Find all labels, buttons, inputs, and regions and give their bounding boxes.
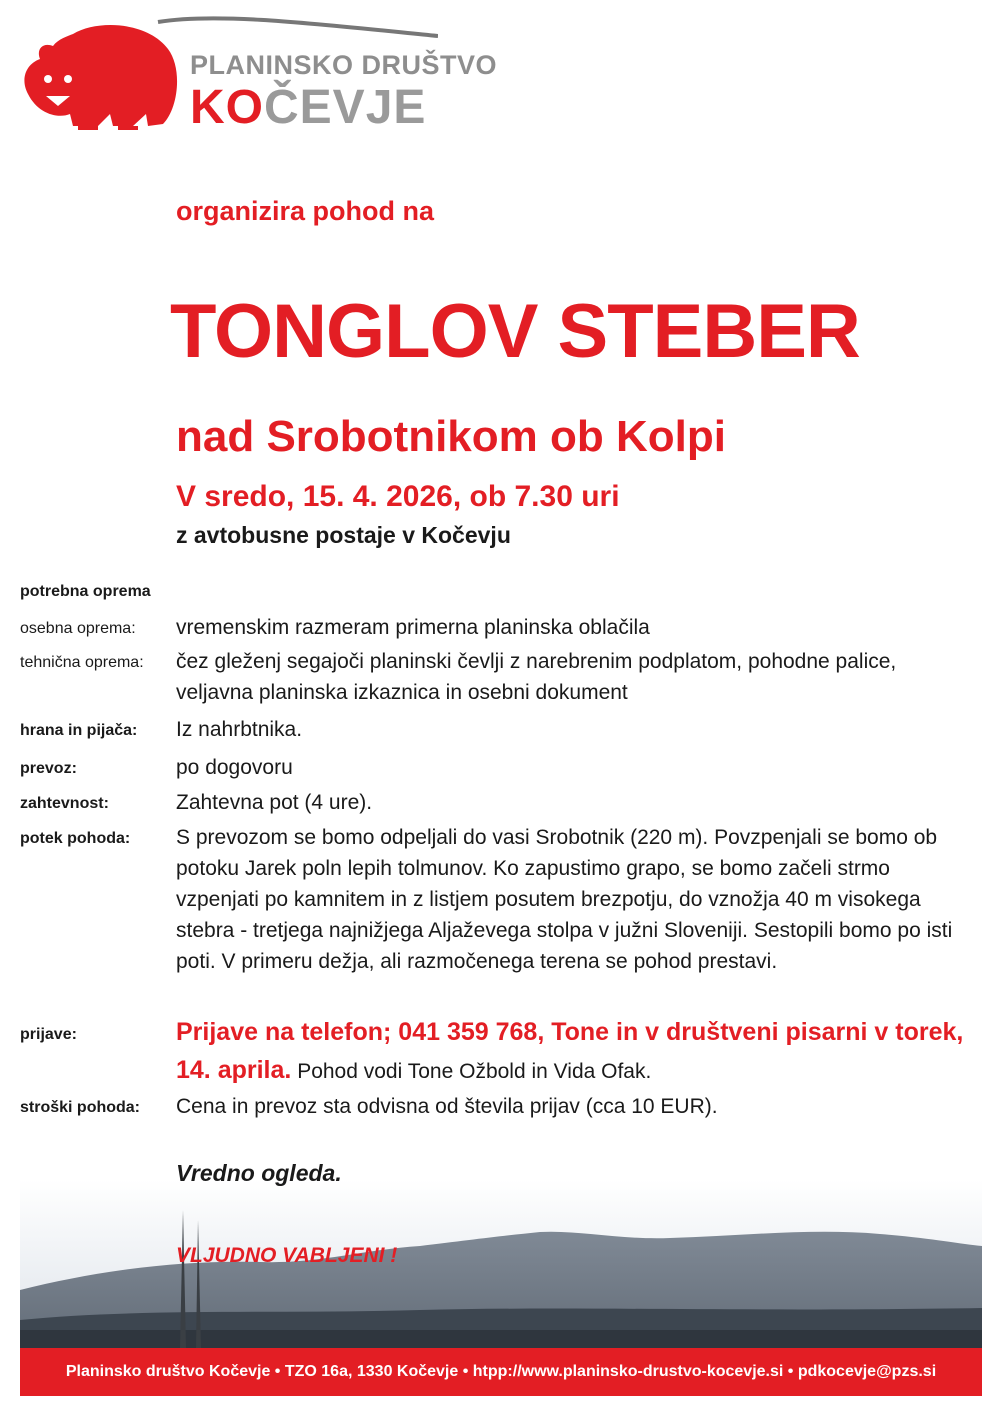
org-name-red-part: KO [190,81,264,134]
transport-label: prevoz: [20,760,77,777]
signup-label: prijave: [20,1026,77,1043]
org-name-line2 [190,80,426,135]
org-name-gray-part: ČEVJE [264,81,427,134]
technical-equipment-value: čez gleženj segajoči planinski čevlji z narebrenim podplatom, pohodne palice, veljavna planinska izkaznica in osebni dokument [176,650,897,704]
difficulty-value: Zahtevna pot (4 ure). [176,791,373,814]
route-label: potek pohoda: [20,830,131,847]
event-title: TONGLOV STEBER [170,289,860,374]
worth-visiting-text: Vredno ogleda. [176,1160,342,1186]
signup-phone-text: Prijave na telefon; 041 359 768, Tone in v društveni pisarni v torek, 14. aprila. [176,1018,964,1084]
route-value: S prevozom se bomo odpeljali do vasi Srobotnik (220 m). Povzpenjali se bomo ob potoku Jarek poln lepih tolmunov. Ko zapustimo grapo, se bomo začeli strmo vzpenjati po kamnitem in z listjem posutem brezpotju, do vznožja 40 m visokega stebra - tretjega najnižjega Aljaževega stolpa v južni Sloveniji. Sestopili bomo po isti poti. V primeru dežja, ali razmočenega terena se pohod prestavi. [176,826,953,973]
footer-contact-bar: Planinsko društvo Kočevje • TZO 16a, 1330 Kočevje • htpp://www.planinsko-drustvo-kocevje.si • pdkocevje@pzs.si [20,1348,982,1396]
difficulty-label: zahtevnost: [20,795,109,812]
welcome-text: VLJUDNO VABLJENI ! [176,1244,398,1267]
food-label: hrana in pijača: [20,722,138,739]
transport-value: po dogovoru [176,756,293,779]
food-value: Iz nahrbtnika. [176,718,303,741]
cost-label: stroški pohoda: [20,1099,141,1116]
event-meeting-point: z avtobusne postaje v Kočevju [176,522,511,548]
personal-equipment-value: vremenskim razmeram primerna planinska oblačila [176,616,650,639]
signup-value [176,1014,976,1090]
event-date: V sredo, 15. 4. 2026, ob 7.30 uri [176,480,620,513]
personal-equipment-label: osebna oprema: [20,620,136,637]
technical-equipment-label: tehnična oprema: [20,654,144,671]
equipment-heading: potrebna oprema [20,583,151,600]
cost-value: Cena in prevoz sta odvisna od števila prijav (cca 10 EUR). [176,1095,718,1118]
event-location: nad Srobotnikom ob Kolpi [176,412,726,461]
signup-leaders-text: Pohod vodi Tone Ožbold in Vida Ofak. [291,1060,652,1083]
org-name-line1: PLANINSKO DRUŠTVO [190,50,498,80]
mountain-landscape-image [20,1180,982,1348]
event-subtitle: organizira pohod na [176,196,435,226]
